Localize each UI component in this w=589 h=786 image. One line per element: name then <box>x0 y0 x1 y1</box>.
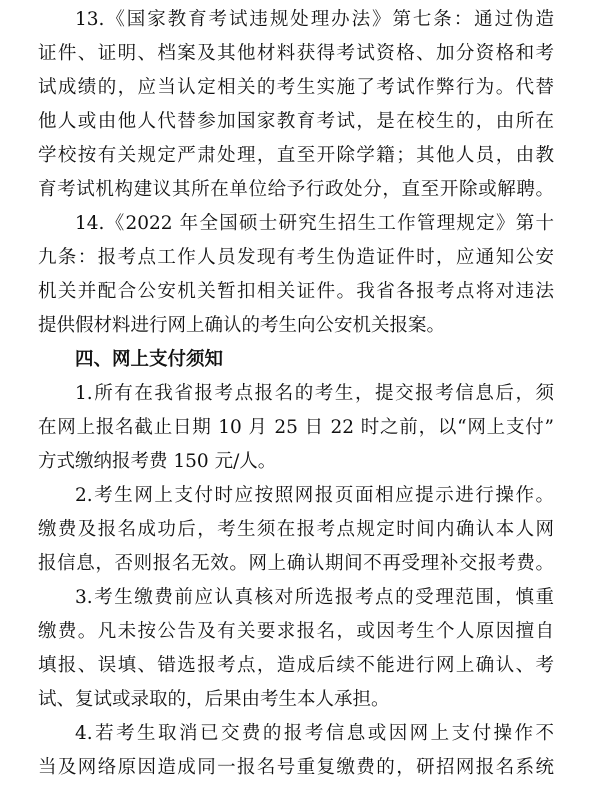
paragraph-line: 九条：报考点工作人员发现有考生伪造证件时，应通知公安 <box>38 247 554 268</box>
paragraph-line: 他人或由他人代替参加国家教育考试，是在校生的，由所在 <box>38 111 554 132</box>
paragraph-line: 学校按有关规定严肃处理，直至开除学籍；其他人员，由教 <box>38 145 554 166</box>
paragraph-line: 在网上报名截止日期 10 月 25 日 22 时之前，以“网上支付” <box>38 417 554 438</box>
paragraph-line: 缴费及报名成功后，考生须在报考点规定时间内确认本人网 <box>38 519 554 540</box>
paragraph-line: 填报、误填、错选报考点，造成后续不能进行网上确认、考 <box>38 655 554 676</box>
paragraph-line: 13.《国家教育考试违规处理办法》第七条：通过伪造 <box>75 9 554 30</box>
paragraph-line: 机关并配合公安机关暂扣相关证件。我省各报考点将对违法 <box>38 281 554 302</box>
paragraph-line: 4.若考生取消已交费的报考信息或因网上支付操作不 <box>75 723 554 744</box>
paragraph-line: 证件、证明、档案及其他材料获得考试资格、加分资格和考 <box>38 43 554 64</box>
paragraph-line: 育考试机构建议其所在单位给予行政处分，直至开除或解聘。 <box>38 179 554 200</box>
paragraph-line: 14.《2022 年全国硕士研究生招生工作管理规定》第十 <box>75 213 554 234</box>
paragraph-line: 缴费。凡未按公告及有关要求报名，或因考生个人原因擅自 <box>38 621 554 642</box>
paragraph-line: 试成绩的，应当认定相关的考生实施了考试作弊行为。代替 <box>38 77 554 98</box>
paragraph-line: 试、复试或录取的，后果由考生本人承担。 <box>38 689 390 710</box>
paragraph-line: 提供假材料进行网上确认的考生向公安机关报案。 <box>38 315 446 336</box>
paragraph-line: 报信息，否则报名无效。网上确认期间不再受理补交报考费。 <box>38 553 554 574</box>
paragraph-line: 当及网络原因造成同一报名号重复缴费的，研招网报名系统 <box>38 757 554 778</box>
paragraph-line: 方式缴纳报考费 150 元/人。 <box>38 451 277 472</box>
paragraph-line: 1.所有在我省报考点报名的考生，提交报考信息后，须 <box>75 383 554 404</box>
section-heading: 四、网上支付须知 <box>75 349 224 370</box>
paragraph-line: 2.考生网上支付时应按照网报页面相应提示进行操作。 <box>75 485 554 506</box>
paragraph-line: 3.考生缴费前应认真核对所选报考点的受理范围，慎重 <box>75 587 554 608</box>
